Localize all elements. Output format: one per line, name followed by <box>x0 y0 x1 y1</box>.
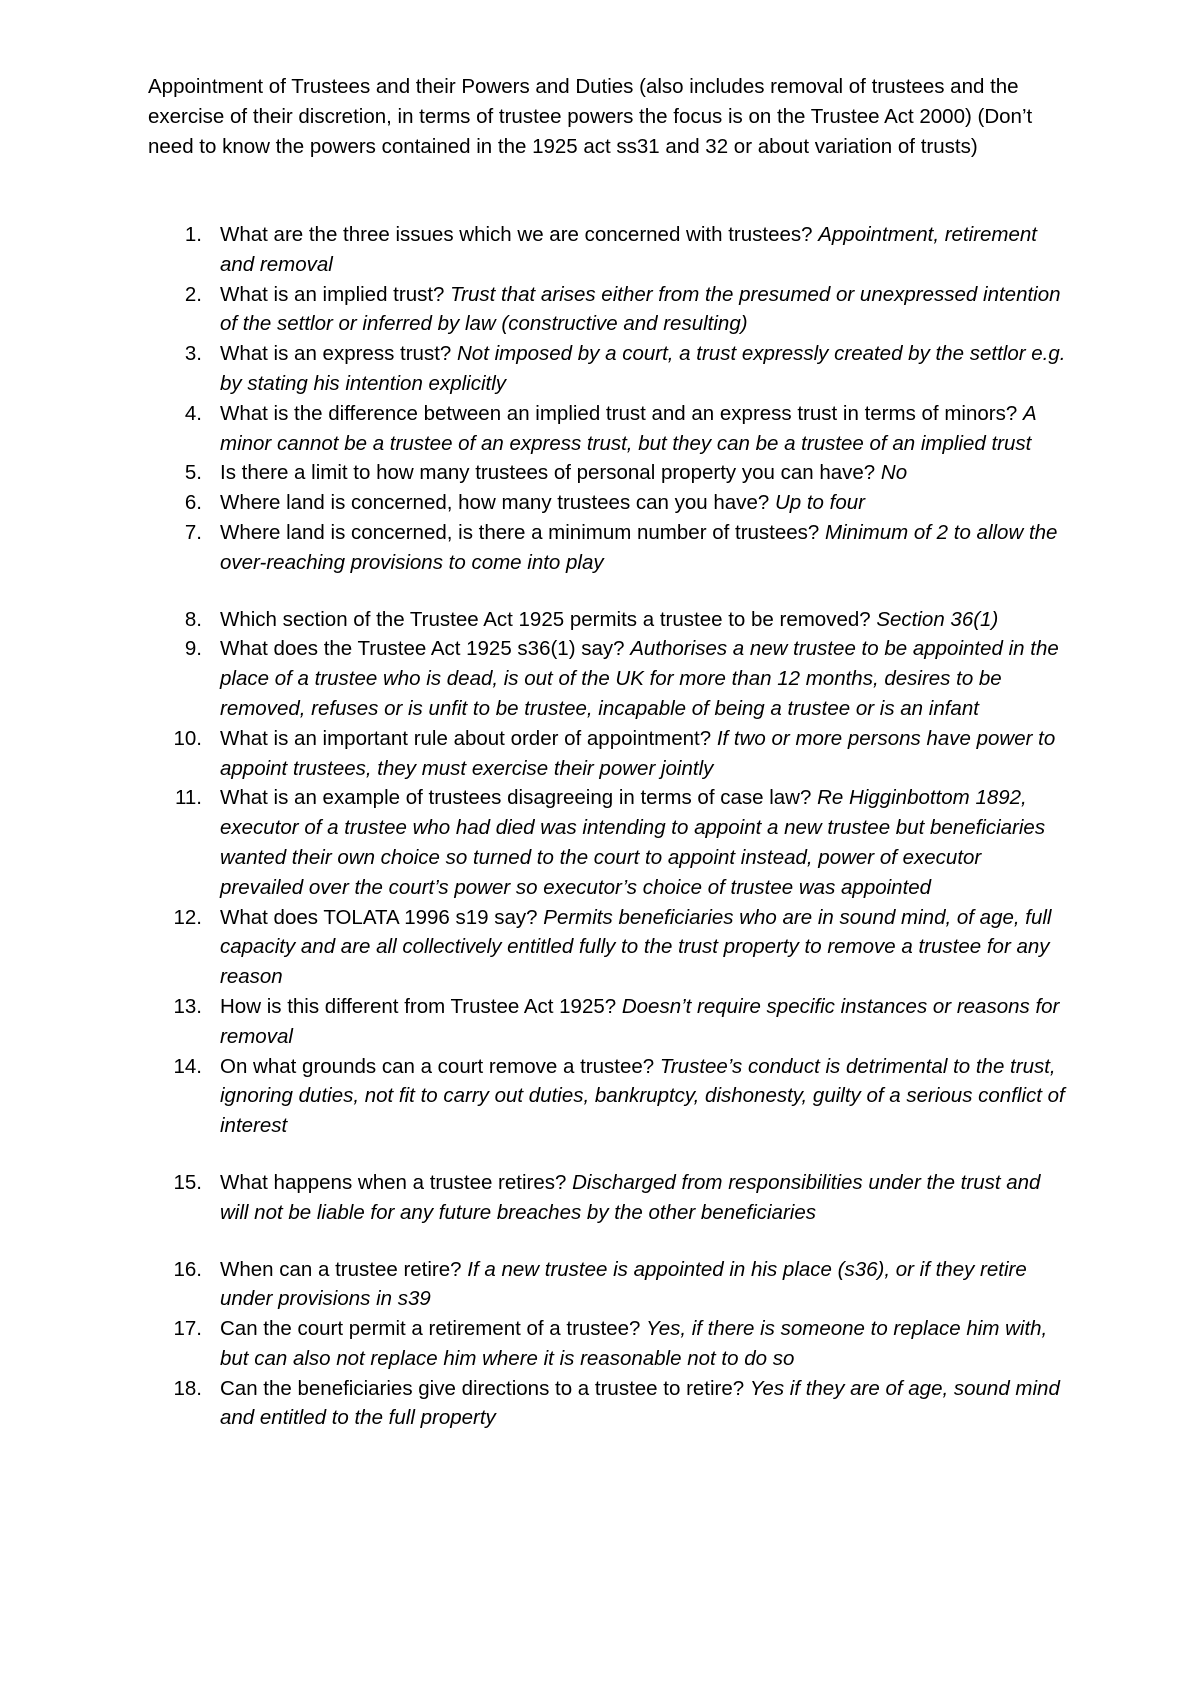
answer-text: Trust that arises either from the presumed or unexpressed intention of the settlor or inferred by law (constructive and resulting) <box>220 282 1061 336</box>
list-item <box>148 1255 1068 1315</box>
list-item <box>148 1374 1068 1434</box>
question-answer-list <box>148 220 1068 1433</box>
list-item <box>148 903 1068 992</box>
list-item <box>148 634 1068 723</box>
question-text: Which section of the Trustee Act 1925 permits a trustee to be removed? <box>220 607 877 631</box>
item-number: 8. <box>184 607 202 631</box>
item-number: 4. <box>184 401 202 425</box>
list-item <box>148 605 1068 635</box>
question-text: Where land is concerned, how many trustees can you have? <box>220 491 775 515</box>
list-item <box>148 339 1068 399</box>
list-item <box>148 458 1068 488</box>
answer-text: Re Higginbottom 1892, executor of a trustee who had died was intending to appoint a new trustee but beneficiaries wanted their own choice so turned to the court to appoint instead, power of executor prevailed over the court’s power so executor’s choice of trustee was appointed <box>220 786 1046 899</box>
item-number: 18. <box>173 1376 202 1400</box>
question-text: Where land is concerned, is there a minimum number of trustees? <box>220 520 826 544</box>
answer-text: Not imposed by a court, a trust expressly created by the settlor e.g. by stating his intention explicitly <box>220 342 1066 395</box>
item-number: 1. <box>184 223 202 246</box>
question-text: What is an implied trust? <box>220 282 451 306</box>
answer-text: If a new trustee is appointed in his place (s36), or if they retire under provisions in s39 <box>220 1257 1027 1311</box>
answer-text: Permits beneficiaries who are in sound mind, of age, full capacity and are all collectively entitled fully to the trust property to remove a trustee for any reason <box>220 905 1052 989</box>
question-text: What is an example of trustees disagreeing in terms of case law? <box>220 786 818 810</box>
question-text: What is an important rule about order of appointment? <box>220 726 717 750</box>
question-text: Can the court permit a retirement of a trustee? <box>220 1317 647 1341</box>
question-text: What is the difference between an implied trust and an express trust in terms of minors? <box>220 401 1023 425</box>
list-item <box>148 488 1068 518</box>
question-text: What does TOLATA 1996 s19 say? <box>220 905 544 929</box>
list-item <box>148 1168 1068 1228</box>
question-text: Is there a limit to how many trustees of personal property you can have? <box>220 461 881 485</box>
answer-text: Yes, if there is someone to replace him with, but can also not replace him where it is reasonable not to do so <box>220 1317 1048 1370</box>
item-number: 17. <box>173 1317 202 1341</box>
answer-text: A minor cannot be a trustee of an express trust, but they can be a trustee of an implied trust <box>220 401 1036 455</box>
list-item <box>148 220 1068 280</box>
item-number: 3. <box>184 342 202 366</box>
list-item <box>148 518 1068 578</box>
list-item <box>148 992 1068 1052</box>
list-item <box>148 1052 1068 1141</box>
document-intro: Appointment of Trustees and their Powers and Duties (also includes removal of trustees and the exercise of their discretion, in terms of trustee powers the focus is on the Trustee Act 2000) (Don’t need to know the powers contained in the 1925 act ss31 and 32 or about variation of trusts) <box>148 75 1033 158</box>
answer-text: Yes if they are of age, sound mind and entitled to the full property <box>220 1376 1060 1430</box>
item-number: 11. <box>175 786 202 810</box>
list-item <box>148 1314 1068 1374</box>
answer-text: Section 36(1) <box>876 607 999 631</box>
answer-text: No <box>880 461 908 485</box>
answer-text: Discharged from responsibilities under the trust and will not be liable for any future breaches by the other beneficiaries <box>220 1170 1041 1224</box>
question-text: What does the Trustee Act 1925 s36(1) say? <box>220 637 631 661</box>
question-text: When can a trustee retire? <box>220 1257 468 1281</box>
question-text: What is an express trust? <box>220 342 457 366</box>
item-number: 10. <box>173 726 202 750</box>
answer-text: Trustee’s conduct is detrimental to the trust, ignoring duties, not fit to carry out duties, bankruptcy, dishonesty, guilty of a serious conflict of interest <box>220 1054 1065 1138</box>
question-text: What are the three issues which we are concerned with trustees? <box>220 223 819 246</box>
item-number: 7. <box>184 520 202 544</box>
item-number: 16. <box>173 1257 202 1281</box>
item-number: 13. <box>173 994 202 1018</box>
item-number: 14. <box>173 1054 202 1078</box>
answer-text: Minimum of 2 to allow the over-reaching provisions to come into play <box>220 520 1058 574</box>
item-number: 12. <box>173 905 202 929</box>
list-item <box>148 280 1068 340</box>
answer-text: Doesn’t require specific instances or reasons for removal <box>220 994 1060 1048</box>
item-number: 6. <box>184 491 202 515</box>
answer-text: Up to four <box>774 491 865 515</box>
item-number: 5. <box>184 461 202 485</box>
question-text: On what grounds can a court remove a trustee? <box>220 1054 660 1078</box>
list-item <box>148 724 1068 784</box>
item-number: 15. <box>173 1170 202 1194</box>
answer-text: Authorises a new trustee to be appointed in the place of a trustee who is dead, is out of the UK for more than 12 months, desires to be removed, refuses or is unfit to be trustee, incapable of being a trustee or is an infant <box>220 637 1059 720</box>
answer-text: If two or more persons have power to appoint trustees, they must exercise their power jointly <box>220 726 1056 780</box>
question-text: How is this different from Trustee Act 1925? <box>220 994 622 1018</box>
list-item <box>148 399 1068 459</box>
item-number: 9. <box>184 637 202 661</box>
question-text: Can the beneficiaries give directions to a trustee to retire? <box>220 1376 750 1400</box>
item-number: 2. <box>184 282 202 306</box>
answer-text: Appointment, retirement and removal <box>220 223 1037 276</box>
question-text: What happens when a trustee retires? <box>220 1170 573 1194</box>
list-item <box>148 783 1068 902</box>
